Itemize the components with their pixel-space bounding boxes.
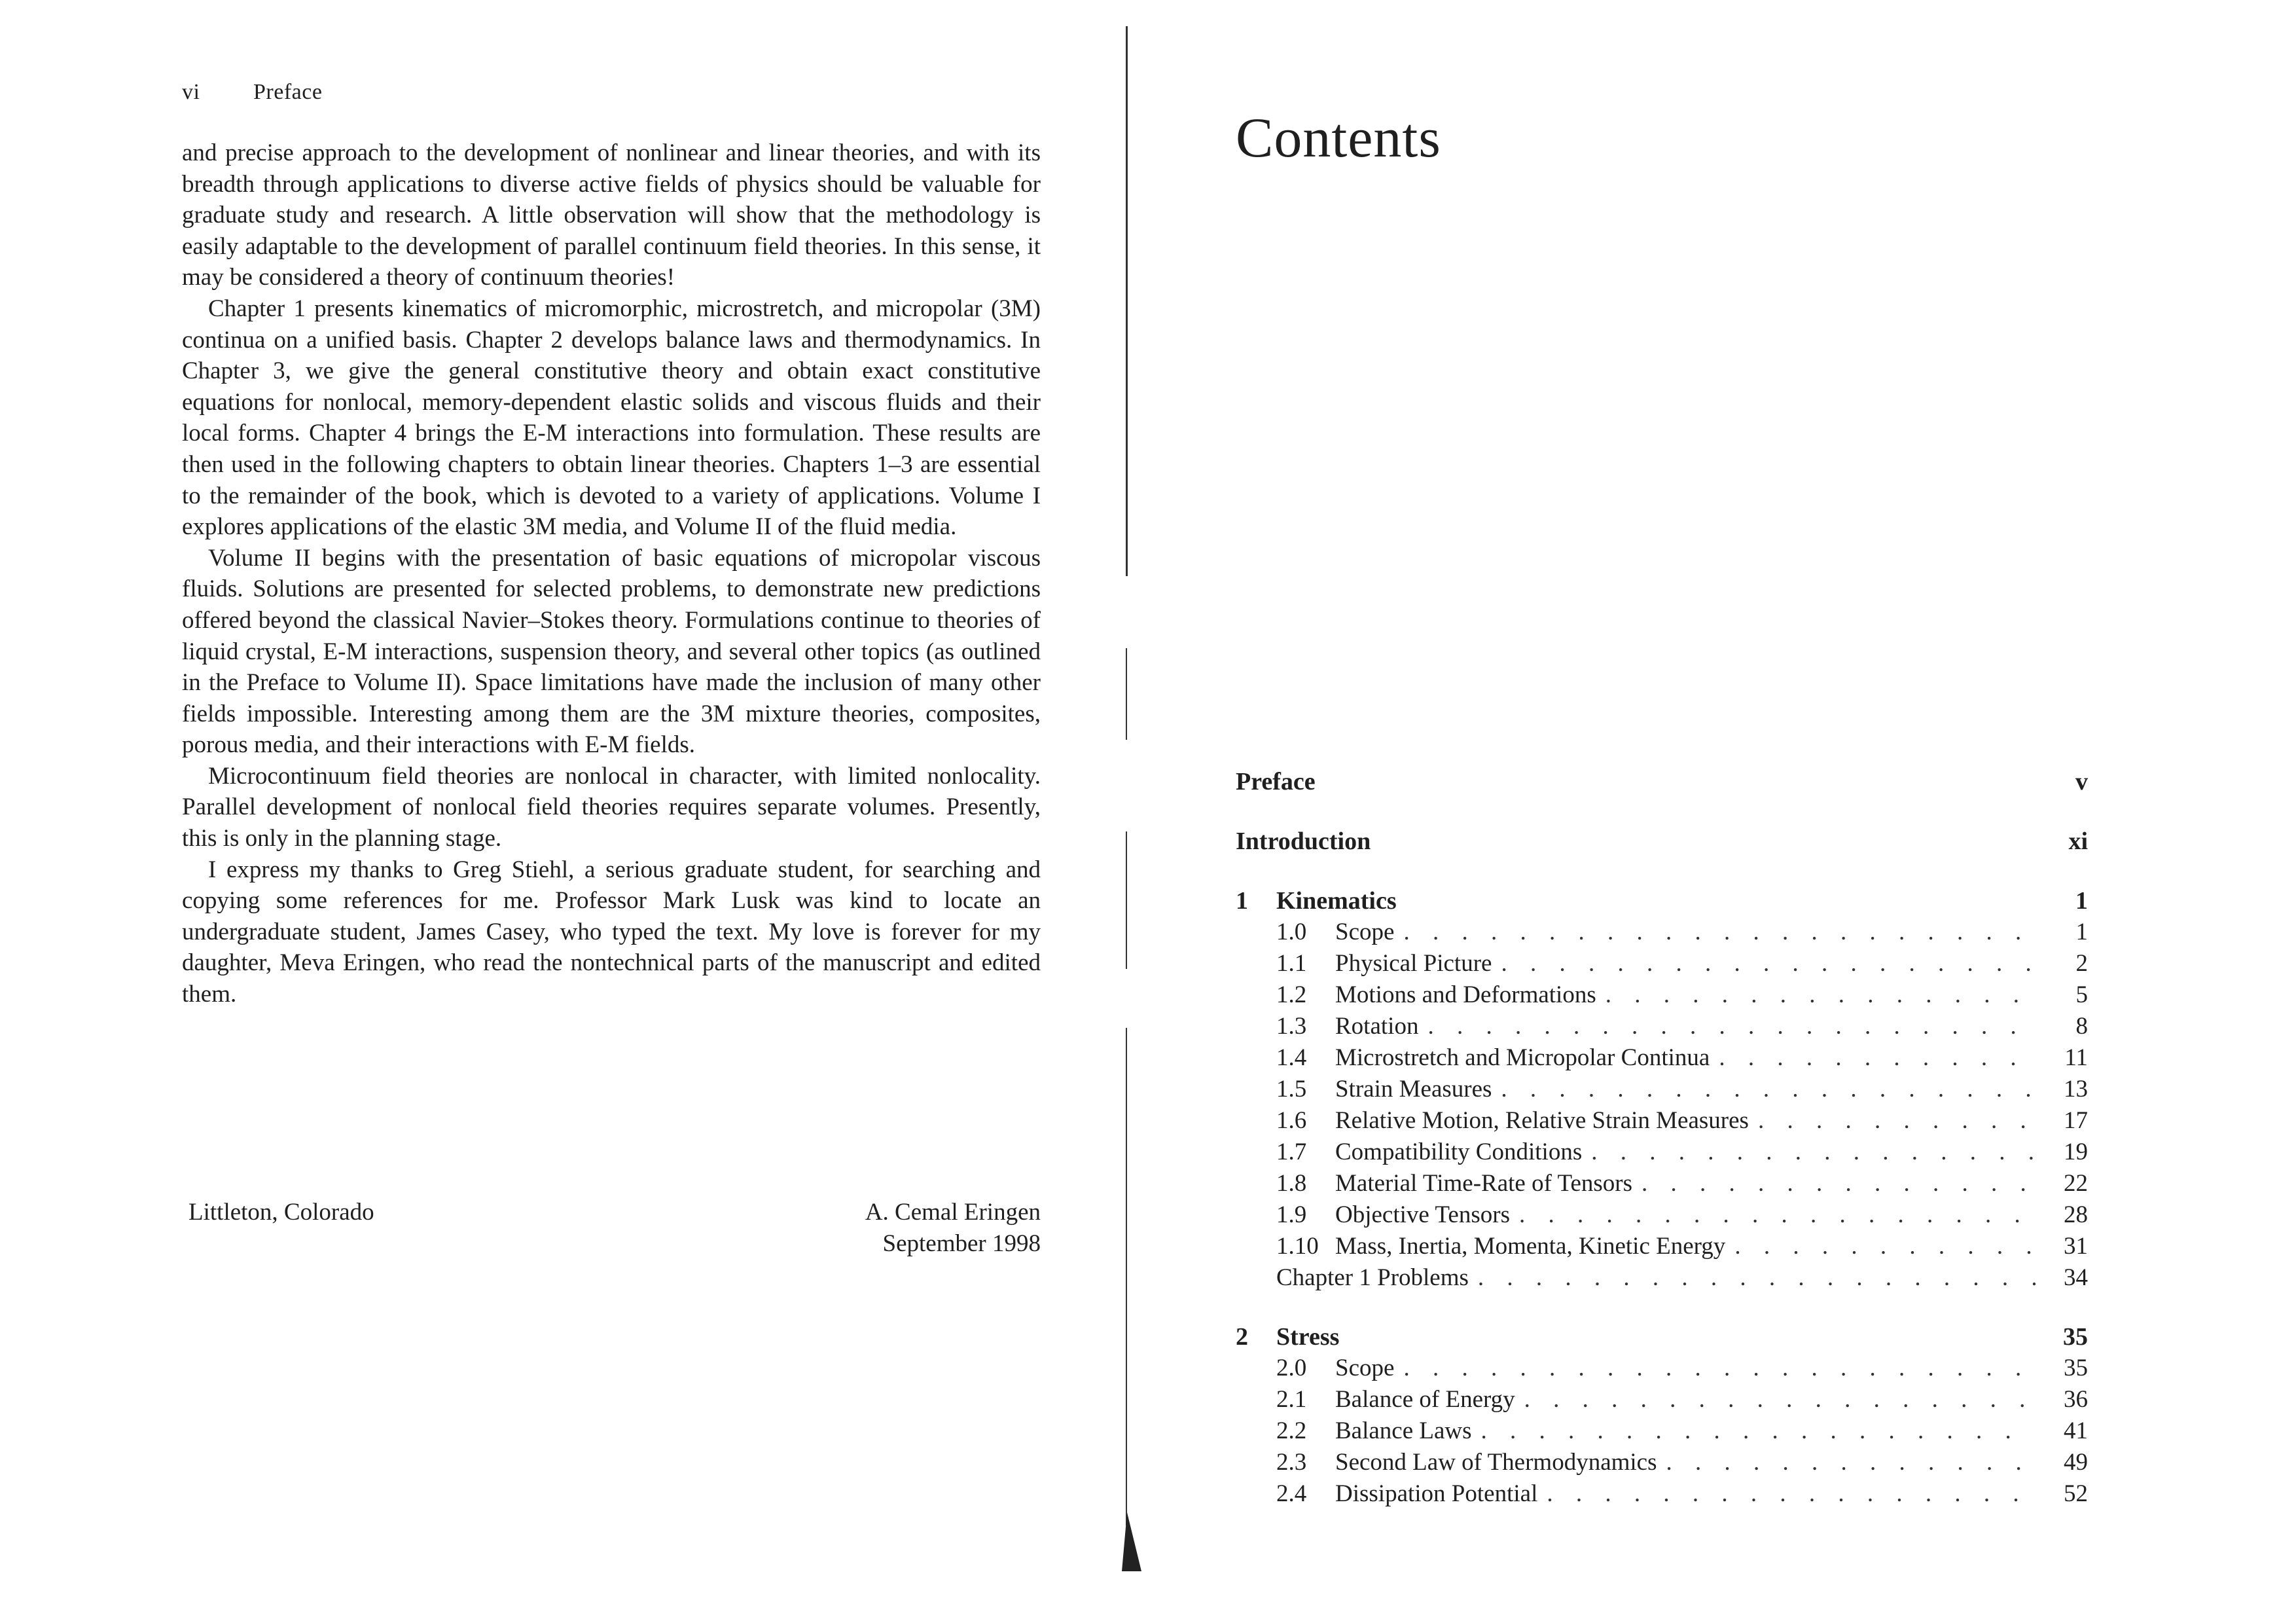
dot-leader (1715, 1042, 2036, 1074)
dot-leader (1399, 917, 2036, 948)
signature-author-date (865, 1197, 1041, 1260)
toc-entry-title: Introduction (1236, 828, 1371, 855)
signature-author: A. Cemal Eringen (865, 1199, 1041, 1226)
section-number: 1.4 (1276, 1044, 1307, 1071)
section-number: 1.3 (1276, 1013, 1307, 1040)
gutter-shadow-line (1126, 26, 1128, 576)
section-title: Strain Measures (1335, 1076, 1492, 1103)
toc-section[interactable] (1236, 1199, 2088, 1231)
toc-page-number: 5 (2075, 981, 2088, 1008)
left-page-preface (0, 0, 1113, 1623)
problems-title: Chapter 1 Problems (1276, 1264, 1469, 1291)
section-title: Objective Tensors (1335, 1201, 1510, 1228)
toc-section[interactable] (1236, 1384, 2088, 1415)
toc-page-number: 34 (2064, 1264, 2088, 1291)
paragraph: I express my thanks to Greg Stiehl, a serious graduate student, for searching and copying some references for me. Professor Mark Lusk was kind to locate an undergraduate student, James Casey, who typed the text. My love is forever for my daughter, Meva Eringen, who read the nontechnical parts of the manuscript and edited them. (182, 856, 1041, 1008)
toc-page-number: 35 (2064, 1355, 2088, 1381)
signature-place: Littleton, Colorado (188, 1199, 374, 1226)
toc-section[interactable] (1236, 917, 2088, 948)
section-title: Scope (1335, 919, 1395, 945)
toc-section[interactable] (1236, 1168, 2088, 1199)
toc-chapter-2[interactable] (1236, 1321, 2088, 1353)
chapter-number: 1 (1236, 887, 1248, 915)
toc-page-number: v (2075, 768, 2088, 795)
paragraph: Volume II begins with the presentation of basic equations of micropolar viscous fluids. Solutions are presented for selected problems, to demonstrate new predictions offered beyond the classical Navier–Stokes theory. Formulations continue to theories of liquid crystal, E-M interactions, suspension theory, and several other topics (as outlined in the Preface to Volume II). Space limitations have made the inclusion of many other fields impossible. Interesting among them are the 3M mixture theories, composites, porous media, and their interactions with E-M fields. (182, 544, 1041, 759)
toc-section[interactable] (1236, 1447, 2088, 1478)
paragraph: Microcontinuum field theories are nonlocal in character, with limited nonlocality. Parallel development of nonlocal field theories requires separate volumes. Presently, this is only in the planning stage. (182, 762, 1041, 852)
toc-section[interactable] (1236, 1137, 2088, 1168)
dot-leader (1731, 1231, 2036, 1262)
toc-chapter-problems[interactable] (1236, 1262, 2088, 1294)
dot-leader (1477, 1415, 2036, 1447)
toc-page-number: 41 (2064, 1417, 2088, 1444)
section-number: 1.7 (1276, 1139, 1307, 1165)
running-head (182, 80, 322, 105)
toc-section[interactable] (1236, 1074, 2088, 1105)
toc-section[interactable] (1236, 1042, 2088, 1074)
toc-entry-introduction[interactable] (1236, 826, 2088, 857)
section-title: Second Law of Thermodynamics (1335, 1449, 1657, 1476)
toc-page-number: 13 (2064, 1076, 2088, 1103)
toc-section[interactable] (1236, 979, 2088, 1011)
dot-leader (1520, 1384, 2036, 1415)
toc-page-number: 28 (2064, 1201, 2088, 1228)
signature-date: September 1998 (882, 1230, 1041, 1257)
section-number: 1.9 (1276, 1201, 1307, 1228)
dot-leader (1497, 948, 2036, 979)
page-title: Contents (1236, 106, 1441, 169)
section-number: 1.8 (1276, 1170, 1307, 1197)
section-title: Material Time-Rate of Tensors (1335, 1170, 1633, 1197)
section-title: Microstretch and Micropolar Continua (1335, 1044, 1710, 1071)
toc-page-number: 49 (2064, 1449, 2088, 1476)
section-title: Compatibility Conditions (1335, 1139, 1583, 1165)
toc-entry-preface[interactable] (1236, 766, 2088, 797)
toc-page-number: 8 (2075, 1013, 2088, 1040)
table-of-contents (1236, 766, 2088, 1510)
section-number: 2.0 (1276, 1355, 1307, 1381)
toc-page-number: 11 (2064, 1044, 2088, 1071)
dot-leader (1662, 1447, 2036, 1478)
section-title: Mass, Inertia, Momenta, Kinetic Energy (1335, 1233, 1726, 1260)
chapter-title: Stress (1276, 1323, 1340, 1351)
section-number: 1.6 (1276, 1107, 1307, 1134)
gutter-shadow-line (1126, 648, 1127, 740)
chapter-number: 2 (1236, 1323, 1248, 1351)
toc-page-number: 36 (2064, 1386, 2088, 1413)
toc-page-number: 52 (2064, 1480, 2088, 1507)
section-title: Motions and Deformations (1335, 981, 1596, 1008)
toc-entry-title: Preface (1236, 768, 1316, 795)
toc-section[interactable] (1236, 1231, 2088, 1262)
chapter-title: Kinematics (1276, 887, 1397, 915)
section-number: 2.3 (1276, 1449, 1307, 1476)
toc-section[interactable] (1236, 1105, 2088, 1137)
section-number: 1.10 (1276, 1233, 1319, 1260)
dot-leader (1754, 1105, 2036, 1137)
section-number: 1.2 (1276, 981, 1307, 1008)
gutter-shadow-line (1126, 831, 1127, 969)
toc-page-number: 22 (2064, 1170, 2088, 1197)
dot-leader (1543, 1478, 2036, 1510)
section-title: Relative Motion, Relative Strain Measures (1335, 1107, 1749, 1134)
toc-section[interactable] (1236, 1353, 2088, 1384)
section-number: 2.1 (1276, 1386, 1307, 1413)
dot-leader (1515, 1199, 2036, 1231)
toc-page-number: 19 (2064, 1139, 2088, 1165)
book-gutter (1113, 20, 1139, 1578)
section-number: 1.1 (1276, 950, 1307, 977)
running-head-title: Preface (253, 80, 323, 104)
paragraph: Chapter 1 presents kinematics of micromorphic, microstretch, and micropolar (3M) continua on a unified basis. Chapter 2 develops balance laws and thermodynamics. In Chapter 3, we give the general constitutive theory and obtain exact constitutive equations for nonlocal, memory-dependent elastic solids and viscous fluids and their local forms. Chapter 4 brings the E-M interactions into formulation. These results are then used in the following chapters to obtain linear theories. Chapters 1–3 are essential to the remainder of the book, which is devoted to a variety of applications. Volume I explores applications of the elastic 3M media, and Volume II of the fluid media. (182, 295, 1041, 541)
toc-page-number: 1 (2075, 887, 2088, 915)
toc-page-number: 2 (2075, 950, 2088, 977)
toc-page-number: xi (2068, 828, 2088, 855)
section-number: 1.5 (1276, 1076, 1307, 1103)
section-title: Dissipation Potential (1335, 1480, 1538, 1507)
dot-leader (1474, 1262, 2036, 1294)
section-number: 1.0 (1276, 919, 1307, 945)
dot-leader (1587, 1137, 2036, 1168)
toc-section[interactable] (1236, 948, 2088, 979)
section-title: Balance Laws (1335, 1417, 1472, 1444)
toc-section[interactable] (1236, 1478, 2088, 1510)
dot-leader (1497, 1074, 2036, 1105)
dot-leader (1602, 979, 2036, 1011)
dot-leader (1638, 1168, 2036, 1199)
paragraph: and precise approach to the development of nonlinear and linear theories, and with its breadth through applications to diverse active fields of physics should be valuable for graduate study and research. A little observation will show that the methodology is easily adaptable to the development of parallel continuum field theories. In this sense, it may be considered a theory of continuum theories! (182, 139, 1041, 291)
right-page-contents (1139, 0, 2296, 1623)
toc-section[interactable] (1236, 1011, 2088, 1042)
section-title: Rotation (1335, 1013, 1419, 1040)
preface-body (182, 137, 1041, 1010)
toc-page-number: 35 (2063, 1323, 2088, 1351)
toc-page-number: 17 (2064, 1107, 2088, 1134)
toc-page-number: 1 (2075, 919, 2088, 945)
gutter-shadow-line (1126, 1028, 1127, 1525)
toc-section[interactable] (1236, 1415, 2088, 1447)
section-title: Balance of Energy (1335, 1386, 1515, 1413)
dot-leader (1424, 1011, 2036, 1042)
toc-page-number: 31 (2064, 1233, 2088, 1260)
toc-chapter-1[interactable] (1236, 885, 2088, 917)
dot-leader (1399, 1353, 2036, 1384)
section-title: Scope (1335, 1355, 1395, 1381)
page-folio: vi (182, 80, 200, 104)
section-number: 2.2 (1276, 1417, 1307, 1444)
section-number: 2.4 (1276, 1480, 1307, 1507)
section-title: Physical Picture (1335, 950, 1492, 977)
